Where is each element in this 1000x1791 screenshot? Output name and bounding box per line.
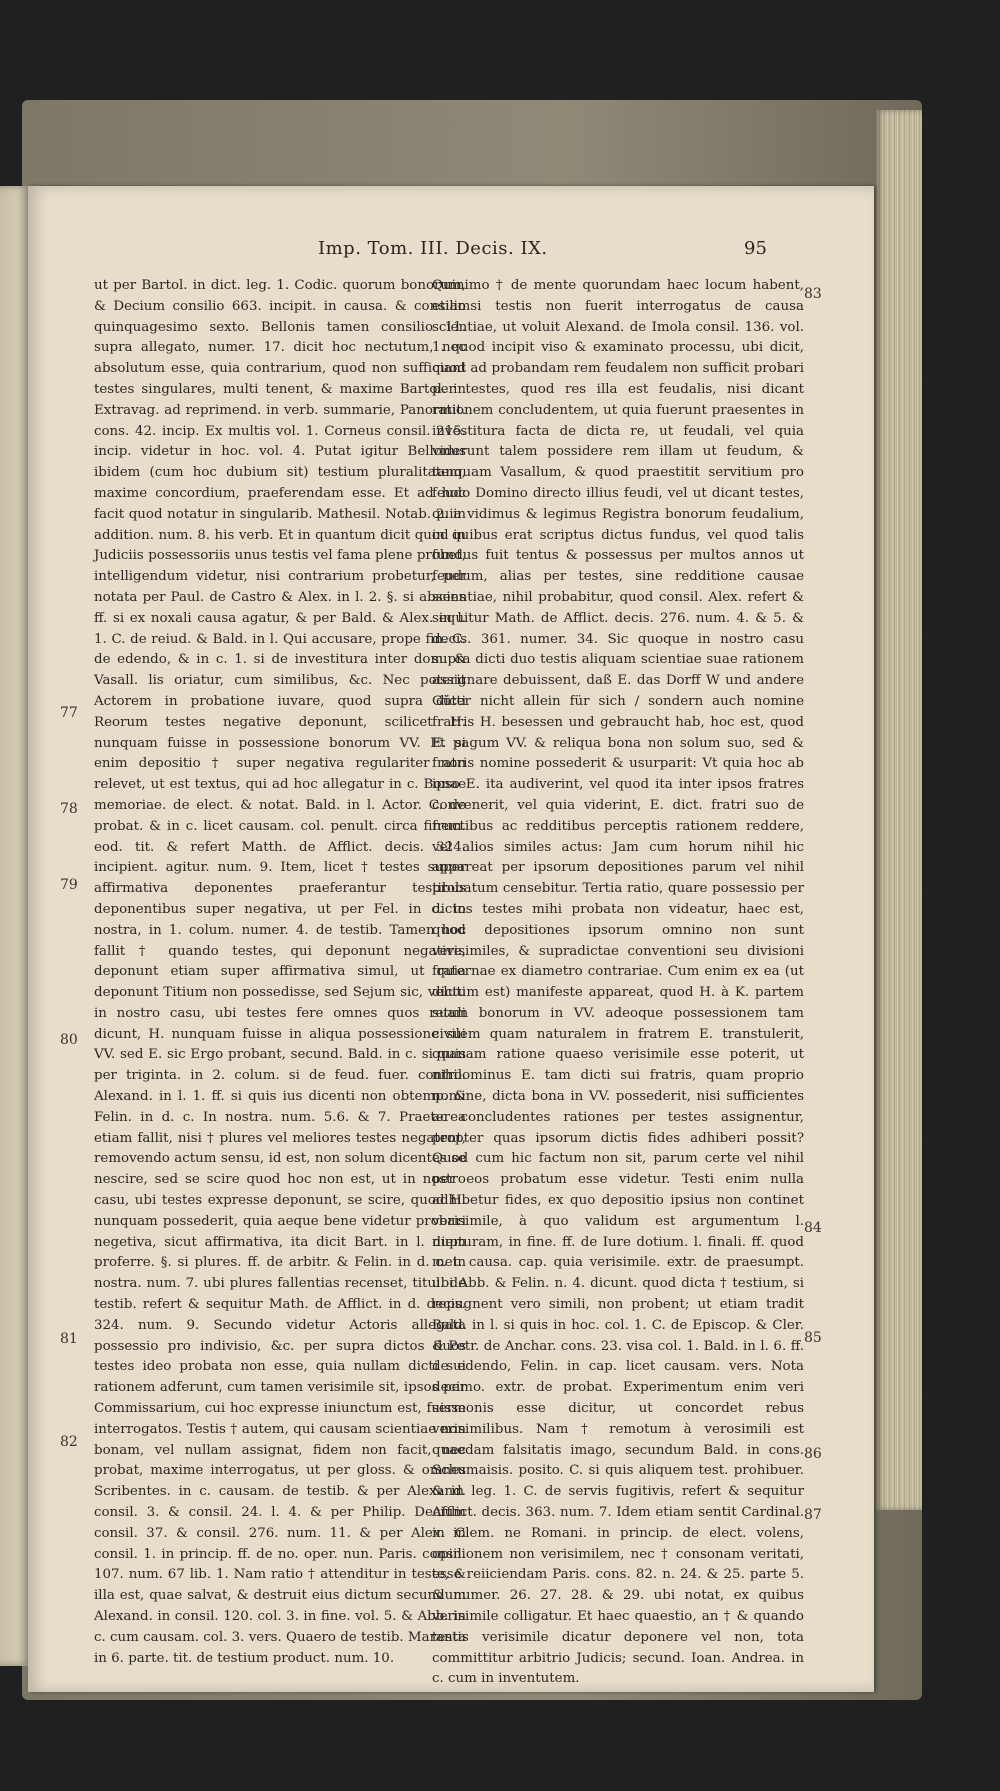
book-page xyxy=(28,186,874,1692)
margin-number: 77 xyxy=(60,705,78,721)
margin-number: 87 xyxy=(804,1507,822,1523)
right-column-text: Quinimo † de mente quorundam haec locum habent, etiamsi testis non fuerit interrogatus de causa scientiae, ut voluit Alexand. de Imola consil. 136. vol. 1. quod incipit viso & examinato processu, ubi dicit, quod ad probandam rem feudalem non sufficit probari per testes, quod res illa est feudalis, nisi dicant rationem concludentem, ut quia fuerunt praesentes in investitura facta de dicta re, ut feudali, vel quia viderunt talem possidere rem illam ut feudum, & tanquam Vasallum, & quod praestitit servitium pro feudo Domino directo illius feudi, vel ut dicant testes, quia vidimus & legimus Registra bonorum feudalium, in quibus erat scriptus dictus fundus, vel quod talis fundus fuit tentus & possessus per multos annos ut feudum, alias per testes, sine redditione causae scientiae, nihil probabitur, quod consil. Alex. refert & sequitur Math. de Afflict. decis. 276. num. 4. & 5. & decis. 361. numer. 34. Sic quoque in nostro casu supra dicti duo testis aliquam scientiae suae rationem assignare debuissent, daß E. das Dorff W und andere Güter nicht allein für sich / sondern auch nomine fratris H. besessen und gebraucht hab, hoc est, quod E. pagum VV. & reliqua bona non solum suo, sed & fratris nomine possederit & usurparit: Vt quia hoc ab ipso E. ita audiverint, vel quod ita inter ipsos fratres convenerit, vel quia viderint, E. dict. fratri suo de fructibus ac redditibus perceptis rationem reddere, vel alios similes actus: Jam cum horum nihil hic appareat per ipsorum depositiones parum vel nihil probatum censebitur. Tertia ratio, quare possessio per dictos testes mihi probata non videatur, haec est, quod depositiones ipsorum omnino non sunt verisimiles, & supradictae conventioni seu divisioni fraternae ex diametro contrariae. Cum enim ex ea (ut dictum est) manifeste appareat, quod H. à K. partem suam bonorum in VV. adeoque possessionem tam civilem quam naturalem in fratrem E. transtulerit, quanam ratione quaeso verisimile esse poterit, ut nihilominus E. tam dicti sui fratris, quam proprio nomine, dicta bona in VV. possederit, nisi sufficientes ac concludentes rationes per testes assignentur, propter quas ipsorum dictis fides adhiberi possit? Quod cum hic factum non sit, parum certe vel nihil per eos probatum esse videtur. Testi enim nulla adhibetur fides, ex quo depositio ipsius non continet verisimile, à quo validum est argumentum l. nupturam, in fine. ff. de Iure dotium. l. finali. ff. quod met. causa. cap. quia verisimile. extr. de praesumpt. ubi Abb. & Felin. n. 4. dicunt. quod dicta † testium, si repugnent vero simili, non probent; ut etiam tradit Bald. in l. si quis in hoc. col. 1. C. de Episcop. & Cler. & Petr. de Anchar. cons. 23. visa col. 1. Bald. in l. 6. ff. de edendo, Felin. in cap. licet causam. vers. Nota decimo. extr. de probat. Experimentum enim veri sermonis esse dicitur, ut concordet rebus verisimilibus. Nam † remotum à verosimili est quaedam falsitatis imago, secundum Bald. in cons. Schumaisis. posito. C. si quis aliquem test. prohibuer. & in leg. 1. C. de servis fugitivis, refert & sequitur Afflict. decis. 363. num. 7. Idem etiam sentit Cardinal. in Clem. ne Romani. in princip. de elect. volens, opinionem non verisimilem, nec † consonam veritati, esse reiiciendam Paris. cons. 82. n. 24. & 25. parte 5. & numer. 26. 27. 28. & 29. ubi notat, ex quibus verisimile colligatur. Et haec quaestio, an † & quando testis verisimile dicatur deponere vel non, tota committitur arbitrio Judicis; secund. Ioan. Andrea. in c. cum in inventutem. xyxy=(432,278,804,1687)
header-title: Imp. Tom. III. Decis. IX. xyxy=(318,238,548,259)
left-column-text: ut per Bartol. in dict. leg. 1. Codic. quorum bonorum, & Decium consilio 663. incipit. in causa. & consilio quinquagesimo sexto. Bellonis tamen consilio 11. supra allegato, numer. 17. dicit hoc nectutum, nec absolutum esse, quia contrarium, quod non sufficiant testes singulares, multi tenent, & maxime Bartol. in Extravag. ad reprimend. in verb. summarie, Panormit. cons. 42. incip. Ex multis vol. 1. Corneus consil. 215. incip. videtur in hoc. vol. 4. Putat igitur Bellonus ibidem (cum hoc dubium sit) testium pluralitatem, maxime concordium, praeferendam esse. Et ad hoc facit quod notatur in singularib. Mathesil. Notab. 2. in addition. num. 8. his verb. Et in quantum dicit quod in Judiciis possessoriis unus testis vel fama plene probet, intelligendum videtur, nisi contrarium probetur, per notata per Paul. de Castro & Alex. in l. 2. §. si absens ff. si ex noxali causa agatur, & per Bald. & Alex. in l. 1. C. de reiud. & Bald. in l. Qui accusare, prope fin. C. de edendo, & in c. 1. si de investitura inter dom. & Vasall. lis oriatur, cum similibus, &c. Nec poterit Actorem in probatione iuvare, quod supra dicti Reorum testes negative deponunt, scilicet H. nunquam fuisse in possessione bonorum VV. Et si enim depositio † super negativa regulariter non relevet, ut est textus, qui ad hoc allegatur in c. Bonae memoriae. de elect. & notat. Bald. in l. Actor. C. de probat. & in c. licet causam. col. penult. circa finem. eod. tit. & refert Matth. de Afflict. decis. 324. incipient. agitur. num. 9. Item, licet † testes super affirmativa deponentes praeferantur testibus deponentibus super negativa, ut per Fel. in c. in nostra, in 1. colum. numer. 4. de testib. Tamen hoc fallit † quando testes, qui deponunt negative, deponunt etiam super affirmativa simul, ut quia deponunt Titium non possedisse, sed Sejum sic, veluti in nostro casu, ubi testes fere omnes quos retuli dicunt, H. nunquam fuisse in aliqua possessione sui VV. sed E. sic Ergo probant, secund. Bald. in c. si quis per triginta. in 2. colum. si de feud. fuer. contro. Alexand. in l. 1. ff. si quis ius dicenti non obtemp. & Felin. in d. c. In nostra. num. 5.6. & 7. Praeterea etiam fallit, nisi † plures vel meliores testes negatent, removendo actum sensu, id est, non solum dicentes se nescire, sed se scire quod hoc non est, ut in nostro casu, ubi testes expresse deponunt, se scire, quod H. nunquam possederit, quia aeque bene videtur probari negetiva, sicut affirmativa, ita dicit Bart. in l. diem proferre. §. si plures. ff. de arbitr. & Felin. in d. c. in nostra. num. 7. ubi plures fallentias recenset, titul. de testib. refert & sequitur Math. de Afflict. in d. decis. 324. num. 9. Secundo videtur Actoris allegata possessio pro indivisio, &c. per supra dictos duos testes ideo probata non esse, quia nullam dicti sui rationem adferunt, cum tamen verisimile sit, ipsos per Commissarium, cui hoc expresse iniunctum est, fuisse interrogatos. Testis † autem, qui causam scientiae non bonam, vel nullam assignat, fidem non facit, nec probat, maxime interrogatus, ut per gloss. & omnes Scribentes. in c. causam. de testib. & per Alexand. consil. 3. & consil. 24. l. 4. & per Philip. Decium consil. 37. & consil. 276. num. 11. & per Alex. in consil. 1. in princip. ff. de no. oper. nun. Paris. consil. 107. num. 67 lib. 1. Nam ratio † attenditur in teste, & illa est, quae salvat, & destruit eius dictum secundum Alexand. in consil. 120. col. 3. in fine. vol. 5. & Abb. in c. cum causam. col. 3. vers. Quaero de testib. Maranta in 6. parte. tit. de testium product. num. 10. xyxy=(94,278,466,1666)
margin-number: 80 xyxy=(60,1032,78,1048)
right-column xyxy=(432,276,804,1690)
margin-number: 86 xyxy=(804,1446,822,1462)
previous-page-edge xyxy=(0,186,30,1666)
margin-number: 78 xyxy=(60,801,78,817)
left-column xyxy=(94,276,466,1669)
margin-number: 82 xyxy=(60,1434,78,1450)
margin-number: 83 xyxy=(804,286,822,302)
running-header xyxy=(28,238,874,266)
margin-number: 81 xyxy=(60,1331,78,1347)
margin-number: 79 xyxy=(60,877,78,893)
page-number: 95 xyxy=(744,238,767,259)
fore-edge xyxy=(876,110,922,1510)
margin-number: 85 xyxy=(804,1330,822,1346)
margin-number: 84 xyxy=(804,1220,822,1236)
